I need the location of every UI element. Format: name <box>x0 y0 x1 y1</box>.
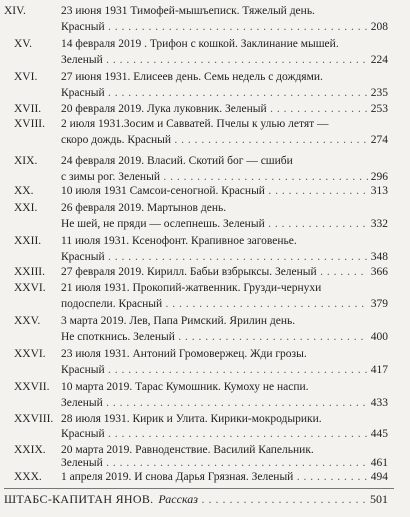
toc-entry-line <box>0 70 410 85</box>
toc-entry-line <box>0 86 410 101</box>
chapter-title: Красный . . . <box>61 363 386 378</box>
story-kind: Рассказ <box>158 492 198 506</box>
chapter-title: 20 февраля 2019. Лука луковник. Зеленый . . . <box>61 102 386 117</box>
chapter-title: 26 февраля 2019. Мартынов день. <box>61 201 227 214</box>
chapter-number: XV. <box>14 38 33 51</box>
toc-entry-line <box>0 133 410 148</box>
toc-entry-line <box>0 265 410 280</box>
chapter-title: 2 июля 1931.Зосим и Савватей. Пчелы к улью летят — <box>61 118 329 131</box>
chapter-number: XVII. <box>14 102 42 115</box>
story-title: ШТАБС-КАПИТАН ЯНОВ. <box>4 492 154 506</box>
chapter-number: XXI. <box>14 201 38 214</box>
toc-entry-line <box>0 170 410 185</box>
toc-entry-line <box>0 217 410 232</box>
chapter-title: Красный . . . <box>61 86 386 101</box>
section-divider <box>4 488 394 489</box>
page-number: 366 <box>368 265 388 280</box>
chapter-title: 10 июля 1931 Самсои-сеногной. Красный . . . <box>61 184 386 199</box>
chapter-title: Зеленый . . . <box>61 53 386 68</box>
chapter-title: 24 февраля 2019. Власий. Скотий бог — сшиби <box>61 155 293 168</box>
chapter-number: XIV. <box>4 5 26 17</box>
chapter-title: 23 июня 1931 Тимофей-мышъеписк. Тяжелый день. <box>61 5 315 17</box>
chapter-title: Не споткнись. Зеленый . . . <box>61 330 386 345</box>
toc-entry-line <box>0 281 410 296</box>
chapter-title: с зимы рог. Зеленый . . . <box>61 170 386 185</box>
chapter-title: Красный . . . <box>61 250 386 265</box>
toc-entry-line <box>0 117 410 132</box>
page-number: 208 <box>368 20 388 35</box>
chapter-title: Зеленый . . . <box>61 456 386 471</box>
toc-entry-line <box>0 20 410 35</box>
toc-entry-line <box>0 380 410 395</box>
toc-entry-line <box>0 37 410 52</box>
page-number: 235 <box>368 86 388 101</box>
page-number: 296 <box>368 170 388 185</box>
chapter-title: 23 июля 1931. Антоний Громовержец. Жди грозы. <box>61 348 307 361</box>
page-number: 224 <box>368 53 388 68</box>
chapter-title: 28 июля 1931. Кирик и Улита. Кирики-мокродырики. <box>61 412 322 425</box>
chapter-title: 21 июля 1931. Прокопий-жатвенник. Грузди-чернухи <box>61 281 322 294</box>
chapter-number: XXVI. <box>14 281 46 294</box>
chapter-title: Не шей, не пряди — ослепнешь. Зеленый . . . <box>61 217 386 232</box>
chapter-number: XXII. <box>14 235 42 248</box>
chapter-number: XX. <box>14 185 34 198</box>
chapter-number: XXIII. <box>14 266 45 279</box>
chapter-number: XXV. <box>14 315 41 327</box>
chapter-number: XXX. <box>14 471 42 483</box>
chapter-title: 11 июля 1931. Ксенофонт. Крапивное заговенье. <box>61 235 297 248</box>
chapter-number: XVIII. <box>14 118 45 131</box>
page-number: 501 <box>367 492 388 507</box>
chapter-title: Красный . . . <box>61 427 386 442</box>
chapter-number: XXVI. <box>14 348 46 361</box>
chapter-number: XXVIII. <box>14 412 54 425</box>
toc-entry-line <box>0 102 410 117</box>
chapter-number: XVI. <box>14 71 38 84</box>
page-number: 400 <box>368 330 388 345</box>
toc-entry-line <box>0 363 410 378</box>
page-number: 253 <box>368 102 388 117</box>
toc-entry-line <box>0 470 410 485</box>
page-number: 433 <box>368 396 388 411</box>
toc-entry-line <box>0 184 410 199</box>
chapter-title: 1 апреля 2019. И снова Дарья Грязная. Зеленый . . . <box>61 470 386 485</box>
page-number: 494 <box>368 470 388 485</box>
story-entry-line <box>0 492 410 507</box>
chapter-title: Зеленый . . . <box>61 396 386 411</box>
chapter-number: XXVII. <box>14 381 50 394</box>
page-number: 379 <box>368 297 388 312</box>
toc-entry-line <box>0 250 410 265</box>
chapter-number: XIX. <box>14 155 38 168</box>
chapter-number: XXIX. <box>14 443 46 456</box>
chapter-title: 27 февраля 2019. Кирилл. Бабьи взбрыксы. Зеленый . . . <box>61 265 386 280</box>
toc-entry-line <box>0 154 410 169</box>
toc-entry-line <box>0 347 410 362</box>
chapter-title: Красный . . . <box>61 20 386 35</box>
page-number: 417 <box>368 363 388 378</box>
chapter-title: 20 марта 2019. Равноденствие. Василий Капельник. <box>61 443 314 456</box>
chapter-title: 10 марта 2019. Тарас Кумошник. Кумоху не наспи. <box>61 381 309 394</box>
page-number: 332 <box>368 217 388 232</box>
toc-entry-line <box>0 234 410 249</box>
toc-entry-line <box>0 314 410 329</box>
toc-entry-line <box>0 412 410 427</box>
chapter-title: скоро дождь. Красный . . . <box>61 133 386 148</box>
chapter-title: подоспели. Красный . . . <box>61 297 386 312</box>
toc-entry-line <box>0 396 410 411</box>
toc-entry-line <box>0 4 410 19</box>
page-number: 313 <box>368 184 388 199</box>
toc-entry-line <box>0 201 410 216</box>
toc-entry-line <box>0 427 410 442</box>
chapter-title: 27 июня 1931. Елисеев день. Семь недель с дождями. <box>61 71 323 84</box>
page-number: 445 <box>368 427 388 442</box>
page-number: 348 <box>368 250 388 265</box>
toc-entry-line <box>0 53 410 68</box>
page-number: 461 <box>368 456 388 471</box>
toc-entry-line <box>0 297 410 312</box>
story-heading <box>4 492 386 507</box>
toc-entry-line <box>0 330 410 345</box>
chapter-title: 3 марта 2019. Лев, Папа Римский. Ярилин день. <box>61 315 296 327</box>
chapter-title: 14 февраля 2019 . Трифон с кошкой. Заклинание мышей. <box>61 38 339 51</box>
page-number: 274 <box>368 133 388 148</box>
